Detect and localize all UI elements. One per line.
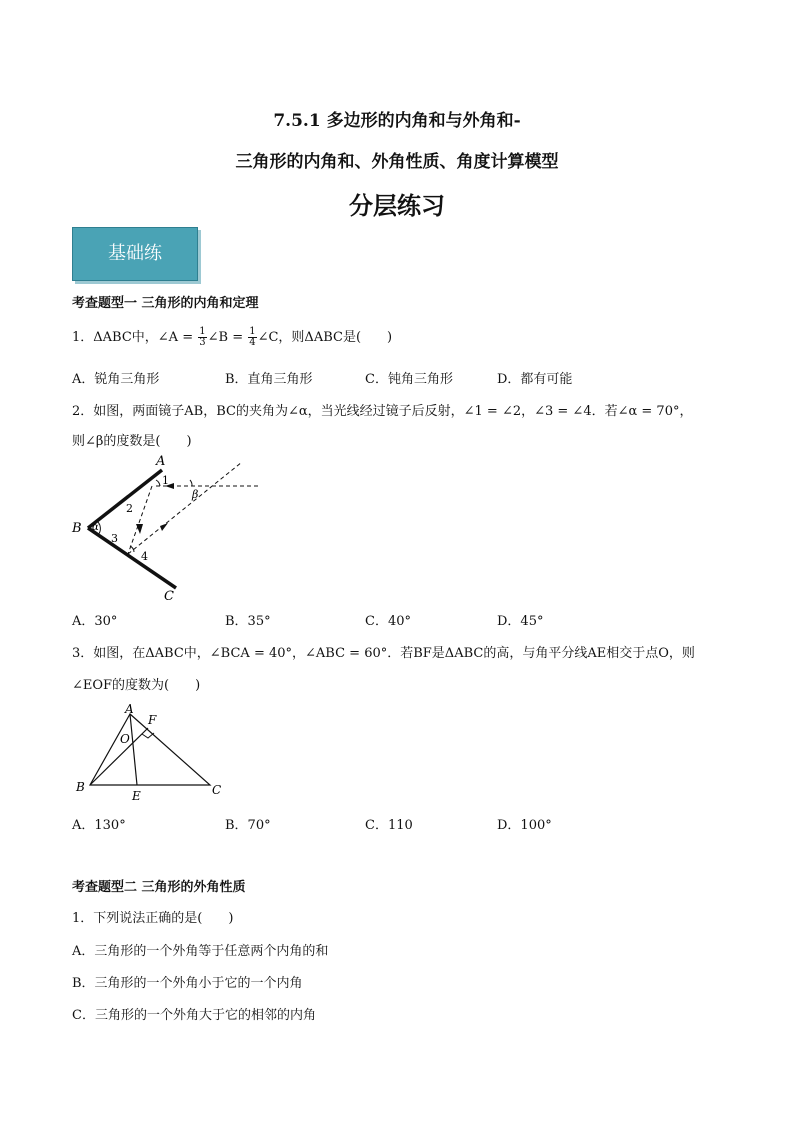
s1-q3-option-c: C．110 bbox=[365, 818, 413, 833]
label-e: E bbox=[132, 789, 141, 803]
label-alpha: α bbox=[92, 522, 99, 533]
outgoing-ray bbox=[128, 462, 242, 554]
label-angle-2: 2 bbox=[126, 502, 133, 515]
label-angle-4: 4 bbox=[141, 550, 148, 563]
s1-q3-option-a: A．130° bbox=[72, 818, 126, 833]
bisector-ae bbox=[130, 714, 137, 785]
label-angle-3: 3 bbox=[111, 532, 118, 545]
s1-q3-option-d: D．100° bbox=[497, 818, 552, 833]
altitude-bf bbox=[90, 728, 148, 785]
title-line-2: 三角形的内角和、外角性质、角度计算模型 bbox=[235, 152, 559, 172]
triangle-figure bbox=[72, 700, 232, 804]
s2-q1-option-a: A．三角形的一个外角等于任意两个内角的和 bbox=[72, 944, 329, 959]
section1-heading: 考查题型一 三角形的内角和定理 bbox=[72, 296, 259, 311]
label-o: O bbox=[120, 732, 130, 746]
s1-q3-stem-line1: 3．如图，在ΔABC中，∠BCA = 40°，∠ABC = 60°．若BF是ΔABC的高，与角平分线AE相交于点O，则 bbox=[72, 646, 695, 661]
ray-arrow-3 bbox=[160, 523, 168, 531]
s1-q1-option-b: B．直角三角形 bbox=[225, 372, 313, 387]
label-angle-1: 1 bbox=[162, 474, 169, 487]
title-line-3: 分层练习 bbox=[349, 191, 445, 220]
title-line-1: 7.5.1 多边形的内角和与外角和- bbox=[273, 111, 521, 131]
s1-q2-stem-line1: 2．如图，两面镜子AB，BC的夹角为∠α，当光线经过镜子后反射，∠1 = ∠2，∠3 = ∠4．若∠α = 70°， bbox=[72, 404, 693, 419]
label-b: B bbox=[72, 521, 82, 536]
label-c: C bbox=[164, 589, 174, 604]
label-beta: β bbox=[192, 488, 199, 501]
mirror-bc bbox=[88, 528, 176, 588]
label-b: B bbox=[76, 780, 85, 794]
s1-q1-frac2 bbox=[248, 327, 256, 348]
s1-q1-option-c: C．钝角三角形 bbox=[365, 372, 453, 387]
basic-practice-badge: 基础练 bbox=[72, 227, 198, 281]
s1-q2-option-c: C．40° bbox=[365, 614, 411, 629]
s1-q1-stem bbox=[72, 326, 392, 348]
s1-q1-option-d: D．都有可能 bbox=[497, 372, 573, 387]
frac2-denominator: 4 bbox=[249, 337, 256, 348]
mirror-figure bbox=[66, 450, 266, 605]
s1-q1-option-a: A．锐角三角形 bbox=[72, 372, 160, 387]
s1-q1-suffix: ∠C，则ΔABC是( ) bbox=[257, 330, 393, 345]
section2-heading: 考查题型二 三角形的外角性质 bbox=[72, 880, 246, 895]
frac1-numerator: 1 bbox=[199, 326, 206, 337]
mirror-ab bbox=[88, 470, 162, 528]
angle1-arc bbox=[156, 480, 160, 486]
frac2-numerator: 1 bbox=[249, 326, 256, 337]
s1-q2-option-d: D．45° bbox=[497, 614, 544, 629]
s1-q3-option-b: B．70° bbox=[225, 818, 271, 833]
label-a: A bbox=[156, 454, 166, 469]
label-f: F bbox=[148, 713, 157, 727]
s1-q2-stem-line2: 则∠β的度数是( ) bbox=[72, 434, 192, 449]
label-a: A bbox=[125, 702, 134, 716]
s1-q1-prefix: 1．ΔABC中，∠A = bbox=[72, 330, 198, 345]
label-c: C bbox=[212, 783, 222, 797]
frac1-denominator: 3 bbox=[199, 337, 206, 348]
s1-q1-mid: ∠B = bbox=[207, 330, 248, 345]
s2-q1-stem: 1．下列说法正确的是( ) bbox=[72, 911, 234, 926]
s1-q2-option-b: B．35° bbox=[225, 614, 271, 629]
s1-q2-option-a: A．30° bbox=[72, 614, 118, 629]
s1-q1-frac1 bbox=[198, 327, 206, 348]
s1-q3-stem-line2: ∠EOF的度数为( ) bbox=[72, 678, 201, 693]
s2-q1-option-c: C．三角形的一个外角大于它的相邻的内角 bbox=[72, 1008, 316, 1023]
s2-q1-option-b: B．三角形的一个外角小于它的一个内角 bbox=[72, 976, 303, 991]
beta-arc bbox=[190, 480, 192, 486]
